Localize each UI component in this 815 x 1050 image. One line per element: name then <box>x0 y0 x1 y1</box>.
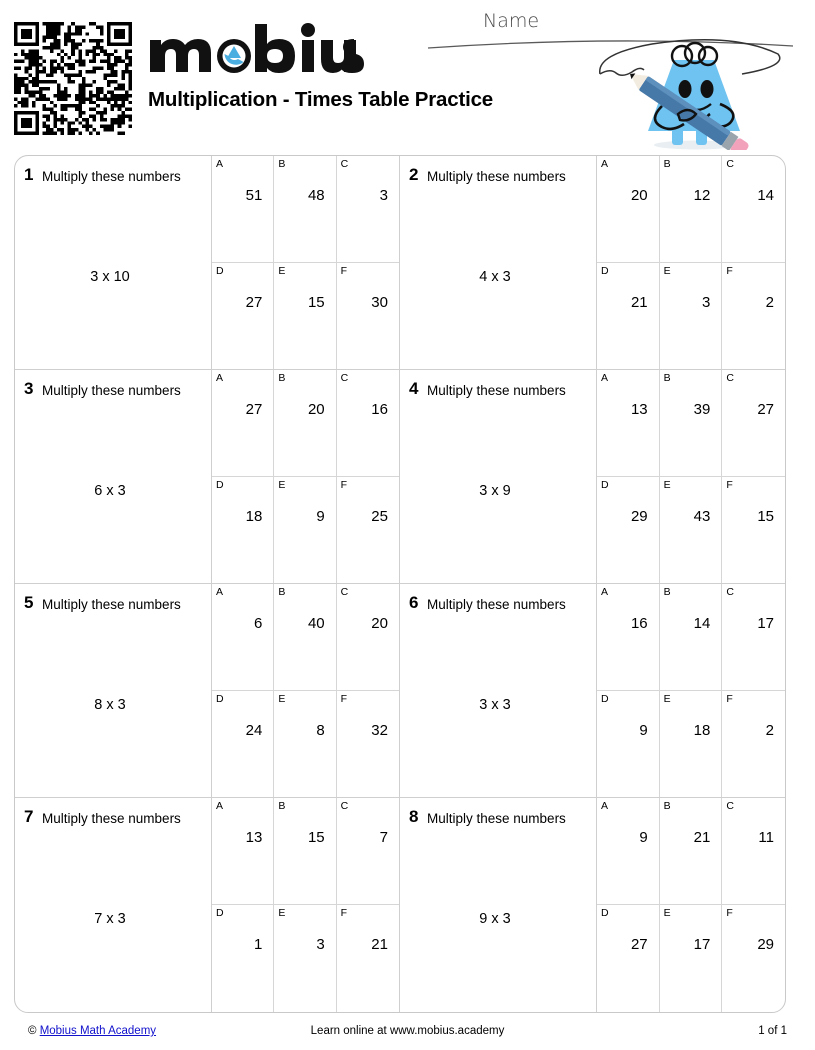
option-value: 14 <box>693 615 711 632</box>
option-letter: E <box>663 478 671 491</box>
option-letter: E <box>663 907 671 919</box>
answer-option-d[interactable] <box>212 263 274 370</box>
mascot-character-icon <box>592 28 792 150</box>
option-letter: C <box>726 372 734 384</box>
question-block <box>400 584 785 798</box>
answer-option-f[interactable] <box>337 905 399 1012</box>
option-value: 40 <box>307 615 325 632</box>
option-letter: D <box>216 692 224 705</box>
option-letter: A <box>216 586 224 598</box>
answer-option-b[interactable] <box>274 370 336 477</box>
question-prompt: Multiply these numbers <box>427 811 566 826</box>
answer-options-grid <box>596 584 785 797</box>
option-value: 2 <box>765 721 774 739</box>
question-block <box>400 370 785 584</box>
option-letter: B <box>278 372 286 384</box>
option-letter: F <box>340 907 348 919</box>
option-letter: A <box>601 586 609 598</box>
answer-option-b[interactable] <box>660 370 723 477</box>
answer-option-b[interactable] <box>660 584 723 691</box>
option-value: 6 <box>253 615 263 632</box>
answer-option-c[interactable] <box>337 798 399 905</box>
question-left-panel <box>15 156 211 369</box>
option-value: 18 <box>693 721 711 739</box>
option-value: 12 <box>693 187 711 204</box>
option-value: 21 <box>693 829 711 846</box>
answer-option-f[interactable] <box>722 691 785 798</box>
option-letter: B <box>663 158 671 170</box>
option-value: 13 <box>245 829 263 846</box>
option-letter: D <box>601 907 609 919</box>
option-value: 27 <box>245 401 263 418</box>
question-block <box>15 156 400 370</box>
answer-options-grid <box>596 370 785 583</box>
answer-option-d[interactable] <box>597 905 660 1012</box>
option-letter: C <box>726 586 734 598</box>
question-number: 3 <box>24 379 34 398</box>
option-value: 7 <box>379 829 388 846</box>
answer-option-f[interactable] <box>722 477 785 584</box>
answer-option-c[interactable] <box>722 156 785 263</box>
page-header <box>0 0 815 150</box>
question-expression: 6 x 3 <box>94 483 126 499</box>
option-value: 39 <box>693 401 711 418</box>
answer-option-f[interactable] <box>722 263 785 370</box>
answer-option-e[interactable] <box>660 905 723 1012</box>
option-value: 20 <box>307 401 325 418</box>
answer-option-a[interactable] <box>212 584 274 691</box>
mobius-academy-link[interactable]: Mobius Math Academy <box>39 1025 157 1037</box>
option-letter: B <box>663 586 671 598</box>
option-value: 9 <box>316 507 325 525</box>
option-value: 51 <box>245 187 263 204</box>
answer-option-d[interactable] <box>597 477 660 584</box>
question-prompt: Multiply these numbers <box>427 169 566 184</box>
option-letter: E <box>278 907 286 919</box>
answer-option-d[interactable] <box>597 691 660 798</box>
option-letter: B <box>663 800 671 812</box>
option-letter: E <box>663 692 671 705</box>
option-letter: F <box>726 692 733 705</box>
question-number: 4 <box>409 379 419 398</box>
answer-option-b[interactable] <box>274 156 336 263</box>
answer-option-f[interactable] <box>337 263 399 370</box>
copyright-symbol: © <box>28 1025 37 1037</box>
answer-option-e[interactable] <box>274 263 336 370</box>
qr-code-icon[interactable] <box>14 22 132 135</box>
answer-option-d[interactable] <box>212 477 274 584</box>
option-value: 9 <box>639 721 648 739</box>
mobius-logo <box>148 22 368 80</box>
answer-option-b[interactable] <box>274 798 336 905</box>
answer-option-e[interactable] <box>660 263 723 370</box>
answer-option-e[interactable] <box>660 477 723 584</box>
question-number: 1 <box>24 165 34 184</box>
question-grid <box>15 156 785 1012</box>
footer-learn-online-text: Learn online at www.mobius.academy <box>310 1025 505 1037</box>
option-value: 43 <box>693 507 711 525</box>
option-letter: D <box>601 264 609 277</box>
worksheet-card <box>14 155 786 1013</box>
option-value: 20 <box>630 187 648 204</box>
answer-option-c[interactable] <box>722 584 785 691</box>
question-left-panel <box>400 798 596 1012</box>
option-letter: D <box>216 264 224 277</box>
answer-option-a[interactable] <box>597 798 660 905</box>
option-value: 3 <box>379 187 388 204</box>
question-number: 6 <box>409 593 419 612</box>
question-left-panel <box>15 584 211 797</box>
option-value: 30 <box>371 293 388 311</box>
answer-option-a[interactable] <box>212 798 274 905</box>
page-footer <box>0 1022 815 1048</box>
question-expression: 8 x 3 <box>94 697 126 713</box>
option-letter: D <box>216 907 224 919</box>
option-letter: D <box>601 478 609 491</box>
answer-option-e[interactable] <box>274 691 336 798</box>
option-letter: F <box>726 478 733 491</box>
option-letter: C <box>340 586 349 598</box>
option-value: 2 <box>765 293 774 311</box>
answer-option-e[interactable] <box>660 691 723 798</box>
option-letter: E <box>278 692 286 705</box>
option-value: 16 <box>630 615 648 632</box>
option-letter: C <box>726 158 734 170</box>
answer-option-e[interactable] <box>274 905 336 1012</box>
option-value: 48 <box>307 187 325 204</box>
answer-options-grid <box>211 798 399 1012</box>
option-letter: C <box>340 372 349 384</box>
answer-option-a[interactable] <box>597 584 660 691</box>
option-letter: A <box>601 158 609 170</box>
answer-options-grid <box>596 156 785 369</box>
question-number: 7 <box>24 807 34 826</box>
question-prompt: Multiply these numbers <box>427 597 566 612</box>
answer-option-f[interactable] <box>337 477 399 584</box>
option-value: 27 <box>757 401 774 418</box>
question-prompt: Multiply these numbers <box>42 383 181 398</box>
answer-option-f[interactable] <box>722 905 785 1012</box>
answer-options-grid <box>211 156 399 369</box>
option-value: 1 <box>253 936 263 953</box>
option-value: 29 <box>757 936 774 953</box>
answer-option-a[interactable] <box>597 156 660 263</box>
question-prompt: Multiply these numbers <box>42 811 181 826</box>
option-letter: A <box>216 800 224 812</box>
answer-option-b[interactable] <box>660 156 723 263</box>
mobius-wordmark-icon <box>148 22 366 80</box>
option-letter: E <box>663 264 671 277</box>
option-letter: A <box>216 158 224 170</box>
option-value: 8 <box>316 721 325 739</box>
answer-option-e[interactable] <box>274 477 336 584</box>
question-number: 5 <box>24 593 34 612</box>
answer-option-a[interactable] <box>212 156 274 263</box>
answer-option-a[interactable] <box>597 370 660 477</box>
option-value: 11 <box>758 829 774 846</box>
answer-option-f[interactable] <box>337 691 399 798</box>
option-value: 17 <box>693 936 711 953</box>
question-expression: 3 x 10 <box>90 269 130 285</box>
question-left-panel <box>15 798 211 1012</box>
question-expression: 4 x 3 <box>479 269 511 285</box>
question-block <box>400 798 785 1012</box>
option-letter: C <box>340 800 349 812</box>
option-value: 17 <box>757 615 774 632</box>
answer-option-c[interactable] <box>337 156 399 263</box>
option-value: 27 <box>630 936 648 953</box>
question-left-panel <box>400 370 596 583</box>
option-letter: B <box>278 158 286 170</box>
option-value: 20 <box>371 615 388 632</box>
answer-option-c[interactable] <box>337 584 399 691</box>
question-number: 2 <box>409 165 419 184</box>
answer-option-c[interactable] <box>722 370 785 477</box>
option-letter: C <box>726 800 734 812</box>
question-number: 8 <box>409 807 419 826</box>
option-value: 24 <box>245 721 263 739</box>
question-left-panel <box>15 370 211 583</box>
question-expression: 7 x 3 <box>94 911 126 927</box>
question-left-panel <box>400 156 596 369</box>
footer-page-indicator: 1 of 1 <box>758 1025 787 1037</box>
answer-option-c[interactable] <box>722 798 785 905</box>
question-prompt: Multiply these numbers <box>42 597 181 612</box>
option-value: 3 <box>316 936 325 953</box>
question-block <box>400 156 785 370</box>
option-value: 3 <box>701 293 711 311</box>
option-letter: E <box>278 478 286 491</box>
question-expression: 9 x 3 <box>479 911 511 927</box>
option-letter: F <box>726 264 733 277</box>
option-letter: D <box>601 692 609 705</box>
answer-option-d[interactable] <box>212 905 274 1012</box>
option-value: 9 <box>639 829 648 846</box>
question-expression: 3 x 3 <box>479 697 511 713</box>
option-value: 21 <box>630 293 648 311</box>
answer-option-c[interactable] <box>337 370 399 477</box>
question-block <box>15 798 400 1012</box>
question-left-panel <box>400 584 596 797</box>
option-value: 27 <box>245 293 263 311</box>
option-letter: F <box>340 264 348 277</box>
question-prompt: Multiply these numbers <box>427 383 566 398</box>
name-label: Name <box>483 10 540 32</box>
answer-options-grid <box>596 798 785 1012</box>
option-letter: A <box>601 800 609 812</box>
option-letter: C <box>340 158 349 170</box>
option-letter: B <box>278 586 286 598</box>
option-letter: B <box>278 800 286 812</box>
answer-option-d[interactable] <box>597 263 660 370</box>
page-title: Multiplication - Times Table Practice <box>148 88 493 111</box>
answer-option-a[interactable] <box>212 370 274 477</box>
option-letter: A <box>216 372 224 384</box>
option-letter: F <box>340 478 348 491</box>
question-prompt: Multiply these numbers <box>42 169 181 184</box>
question-block <box>15 584 400 798</box>
option-value: 21 <box>371 936 388 953</box>
option-letter: E <box>278 264 286 277</box>
answer-option-b[interactable] <box>274 584 336 691</box>
option-letter: B <box>663 372 671 384</box>
answer-options-grid <box>211 370 399 583</box>
option-value: 15 <box>307 293 325 311</box>
option-value: 16 <box>371 401 388 418</box>
option-value: 32 <box>371 721 388 739</box>
option-value: 29 <box>630 507 648 525</box>
question-expression: 3 x 9 <box>479 483 511 499</box>
question-block <box>15 370 400 584</box>
option-letter: F <box>726 907 733 919</box>
option-letter: A <box>601 372 609 384</box>
option-value: 15 <box>307 829 325 846</box>
option-letter: F <box>340 692 348 705</box>
option-value: 18 <box>245 507 263 525</box>
option-value: 25 <box>371 507 388 525</box>
answer-option-b[interactable] <box>660 798 723 905</box>
option-value: 13 <box>630 401 648 418</box>
option-letter: D <box>216 478 224 491</box>
answer-option-d[interactable] <box>212 691 274 798</box>
option-value: 15 <box>757 507 774 525</box>
answer-options-grid <box>211 584 399 797</box>
option-value: 14 <box>757 187 774 204</box>
